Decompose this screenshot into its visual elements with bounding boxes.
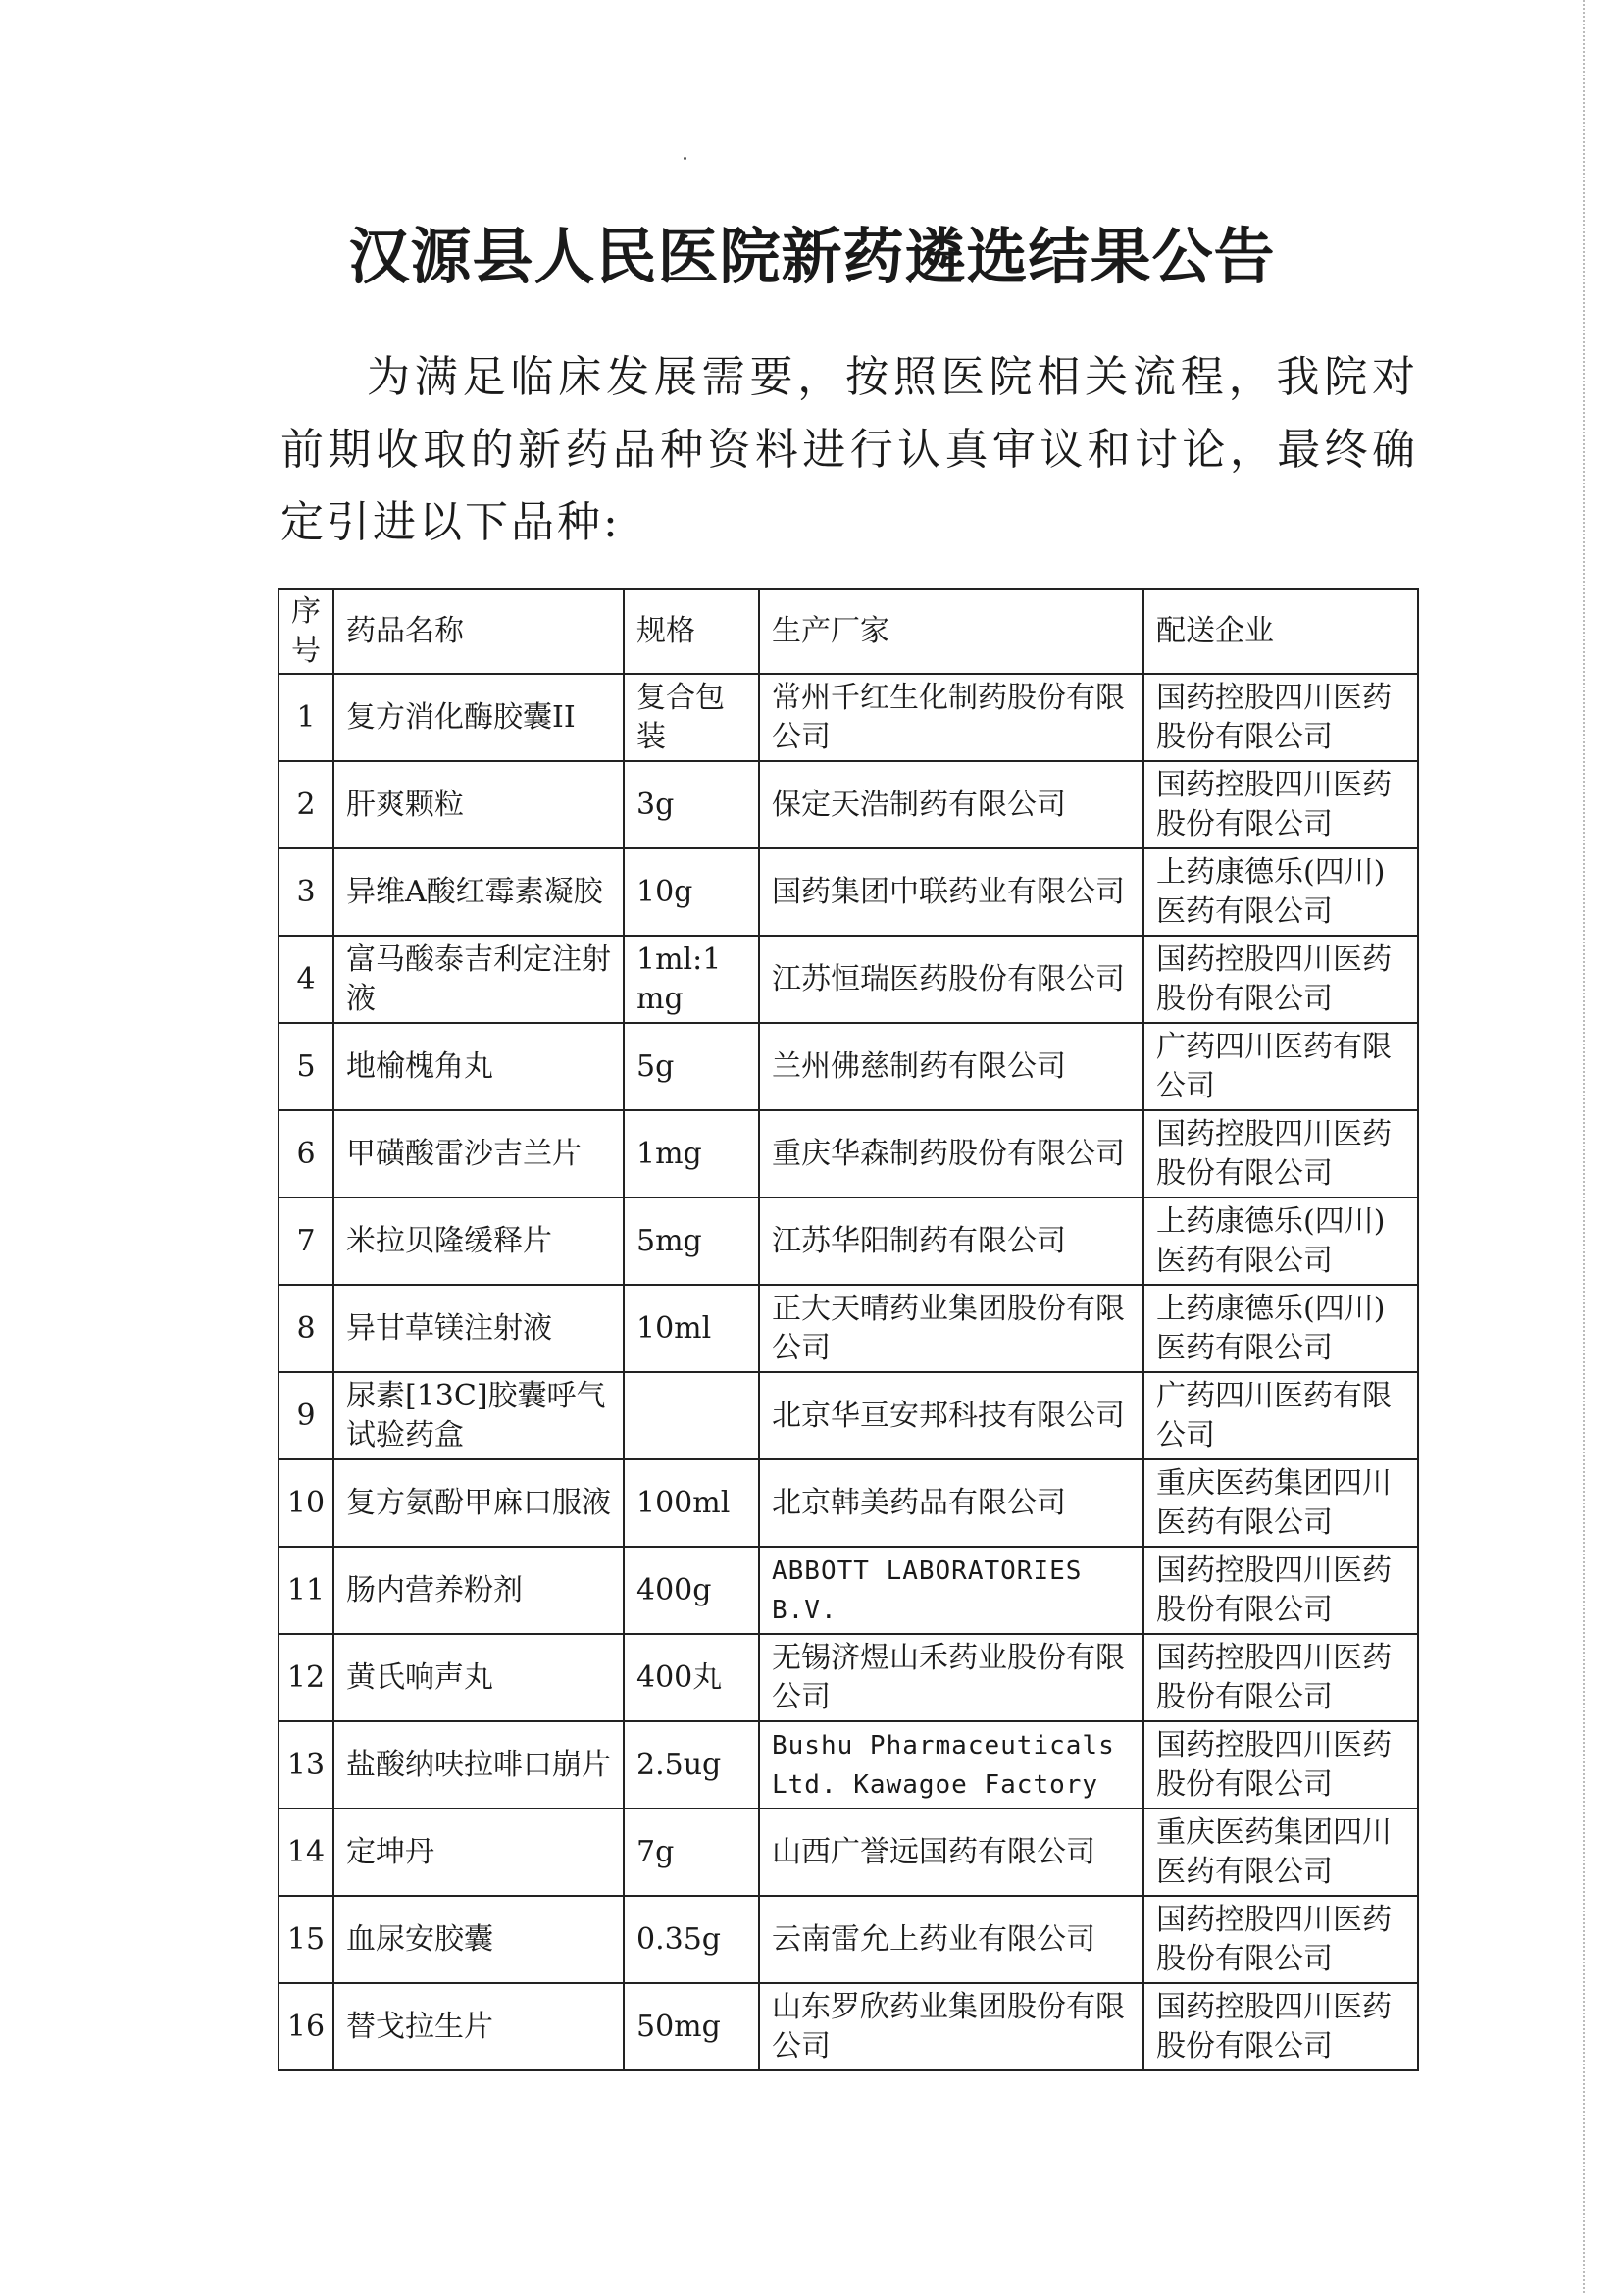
cell-spec: 复合包装: [624, 674, 759, 761]
cell-spec: [624, 1372, 759, 1459]
intro-paragraph: 为满足临床发展需要，按照医院相关流程，我院对前期收取的新药品种资料进行认真审议和讨论，最终确定引进以下品种:: [280, 352, 1418, 547]
cell-no: 12: [279, 1634, 333, 1721]
cell-drug-name: 米拉贝隆缓释片: [333, 1197, 624, 1285]
cell-drug-name: 肠内营养粉剂: [333, 1547, 624, 1634]
cell-spec: 1mg: [624, 1110, 759, 1197]
cell-distributor: 国药控股四川医药股份有限公司: [1143, 1634, 1418, 1721]
cell-distributor: 国药控股四川医药股份有限公司: [1143, 1896, 1418, 1983]
cell-distributor: 广药四川医药有限公司: [1143, 1023, 1418, 1110]
table-row: [279, 1285, 1418, 1372]
cell-manufacturer: 无锡济煜山禾药业股份有限公司: [759, 1634, 1143, 1721]
cell-drug-name: 复方消化酶胶囊II: [333, 674, 624, 761]
cell-no: 3: [279, 848, 333, 936]
cell-drug-name: 黄氏响声丸: [333, 1634, 624, 1721]
cell-manufacturer: 山西广誉远国药有限公司: [759, 1809, 1143, 1896]
cell-distributor: 重庆医药集团四川医药有限公司: [1143, 1809, 1418, 1896]
table-row: [279, 674, 1418, 761]
cell-no: 10: [279, 1459, 333, 1547]
cell-no: 7: [279, 1197, 333, 1285]
drug-table: [278, 588, 1419, 2071]
cell-drug-name: 盐酸纳呋拉啡口崩片: [333, 1721, 624, 1809]
cell-manufacturer: 北京韩美药品有限公司: [759, 1459, 1143, 1547]
cell-spec: 50mg: [624, 1983, 759, 2070]
header-name: 药品名称: [333, 589, 624, 674]
table-row: [279, 1809, 1418, 1896]
table-row: [279, 848, 1418, 936]
table-row: [279, 1372, 1418, 1459]
header-no: 序号: [279, 589, 333, 674]
drug-table-container: [278, 588, 1419, 2071]
cell-distributor: 国药控股四川医药股份有限公司: [1143, 1983, 1418, 2070]
cell-no: 1: [279, 674, 333, 761]
cell-drug-name: 异甘草镁注射液: [333, 1285, 624, 1372]
header-maker: 生产厂家: [759, 589, 1143, 674]
cell-drug-name: 甲磺酸雷沙吉兰片: [333, 1110, 624, 1197]
cell-spec: 10g: [624, 848, 759, 936]
cell-spec: 400g: [624, 1547, 759, 1634]
cell-no: 9: [279, 1372, 333, 1459]
cell-spec: 1ml:1mg: [624, 936, 759, 1023]
page-title: 汉源县人民医院新药遴选结果公告: [348, 221, 1276, 292]
cell-distributor: 国药控股四川医药股份有限公司: [1143, 1547, 1418, 1634]
cell-no: 14: [279, 1809, 333, 1896]
cell-distributor: 上药康德乐(四川)医药有限公司: [1143, 1285, 1418, 1372]
cell-no: 11: [279, 1547, 333, 1634]
cell-manufacturer: 兰州佛慈制药有限公司: [759, 1023, 1143, 1110]
cell-spec: 10ml: [624, 1285, 759, 1372]
cell-distributor: 国药控股四川医药股份有限公司: [1143, 674, 1418, 761]
table-row: [279, 761, 1418, 848]
scan-speck: [684, 157, 686, 160]
cell-spec: 400丸: [624, 1634, 759, 1721]
cell-spec: 100ml: [624, 1459, 759, 1547]
cell-manufacturer: ABBOTT LABORATORIES B.V.: [759, 1547, 1143, 1634]
cell-distributor: 国药控股四川医药股份有限公司: [1143, 761, 1418, 848]
cell-manufacturer: 北京华亘安邦科技有限公司: [759, 1372, 1143, 1459]
scan-edge-artifact: [1579, 0, 1585, 2293]
cell-manufacturer: 山东罗欣药业集团股份有限公司: [759, 1983, 1143, 2070]
table-row: [279, 1896, 1418, 1983]
cell-drug-name: 替戈拉生片: [333, 1983, 624, 2070]
cell-no: 4: [279, 936, 333, 1023]
cell-spec: 5g: [624, 1023, 759, 1110]
cell-manufacturer: 常州千红生化制药股份有限公司: [759, 674, 1143, 761]
cell-no: 2: [279, 761, 333, 848]
cell-drug-name: 地榆槐角丸: [333, 1023, 624, 1110]
table-row: [279, 1983, 1418, 2070]
cell-drug-name: 复方氨酚甲麻口服液: [333, 1459, 624, 1547]
cell-spec: 7g: [624, 1809, 759, 1896]
table-row: [279, 1721, 1418, 1809]
cell-drug-name: 肝爽颗粒: [333, 761, 624, 848]
cell-manufacturer: 保定天浩制药有限公司: [759, 761, 1143, 848]
cell-spec: 2.5ug: [624, 1721, 759, 1809]
cell-drug-name: 尿素[13C]胶囊呼气试验药盒: [333, 1372, 624, 1459]
cell-drug-name: 异维A酸红霉素凝胶: [333, 848, 624, 936]
cell-distributor: 上药康德乐(四川)医药有限公司: [1143, 848, 1418, 936]
cell-spec: 0.35g: [624, 1896, 759, 1983]
table-row: [279, 1459, 1418, 1547]
cell-no: 16: [279, 1983, 333, 2070]
cell-no: 15: [279, 1896, 333, 1983]
cell-no: 8: [279, 1285, 333, 1372]
cell-distributor: 国药控股四川医药股份有限公司: [1143, 936, 1418, 1023]
table-header-row: [279, 589, 1418, 674]
table-row: [279, 1110, 1418, 1197]
cell-distributor: 上药康德乐(四川)医药有限公司: [1143, 1197, 1418, 1285]
cell-drug-name: 富马酸泰吉利定注射液: [333, 936, 624, 1023]
cell-manufacturer: 江苏华阳制药有限公司: [759, 1197, 1143, 1285]
cell-no: 13: [279, 1721, 333, 1809]
cell-spec: 5mg: [624, 1197, 759, 1285]
table-row: [279, 1547, 1418, 1634]
table-body: [279, 674, 1418, 2070]
table-row: [279, 1023, 1418, 1110]
cell-no: 5: [279, 1023, 333, 1110]
cell-drug-name: 血尿安胶囊: [333, 1896, 624, 1983]
cell-manufacturer: 国药集团中联药业有限公司: [759, 848, 1143, 936]
cell-distributor: 广药四川医药有限公司: [1143, 1372, 1418, 1459]
cell-distributor: 国药控股四川医药股份有限公司: [1143, 1721, 1418, 1809]
cell-manufacturer: 云南雷允上药业有限公司: [759, 1896, 1143, 1983]
cell-manufacturer: 正大天晴药业集团股份有限公司: [759, 1285, 1143, 1372]
cell-manufacturer: Bushu Pharmaceuticals Ltd. Kawagoe Factory: [759, 1721, 1143, 1809]
cell-drug-name: 定坤丹: [333, 1809, 624, 1896]
cell-manufacturer: 重庆华森制药股份有限公司: [759, 1110, 1143, 1197]
cell-manufacturer: 江苏恒瑞医药股份有限公司: [759, 936, 1143, 1023]
table-row: [279, 1197, 1418, 1285]
cell-spec: 3g: [624, 761, 759, 848]
cell-distributor: 重庆医药集团四川医药有限公司: [1143, 1459, 1418, 1547]
header-distributor: 配送企业: [1143, 589, 1418, 674]
header-spec: 规格: [624, 589, 759, 674]
table-row: [279, 1634, 1418, 1721]
cell-distributor: 国药控股四川医药股份有限公司: [1143, 1110, 1418, 1197]
table-row: [279, 936, 1418, 1023]
cell-no: 6: [279, 1110, 333, 1197]
